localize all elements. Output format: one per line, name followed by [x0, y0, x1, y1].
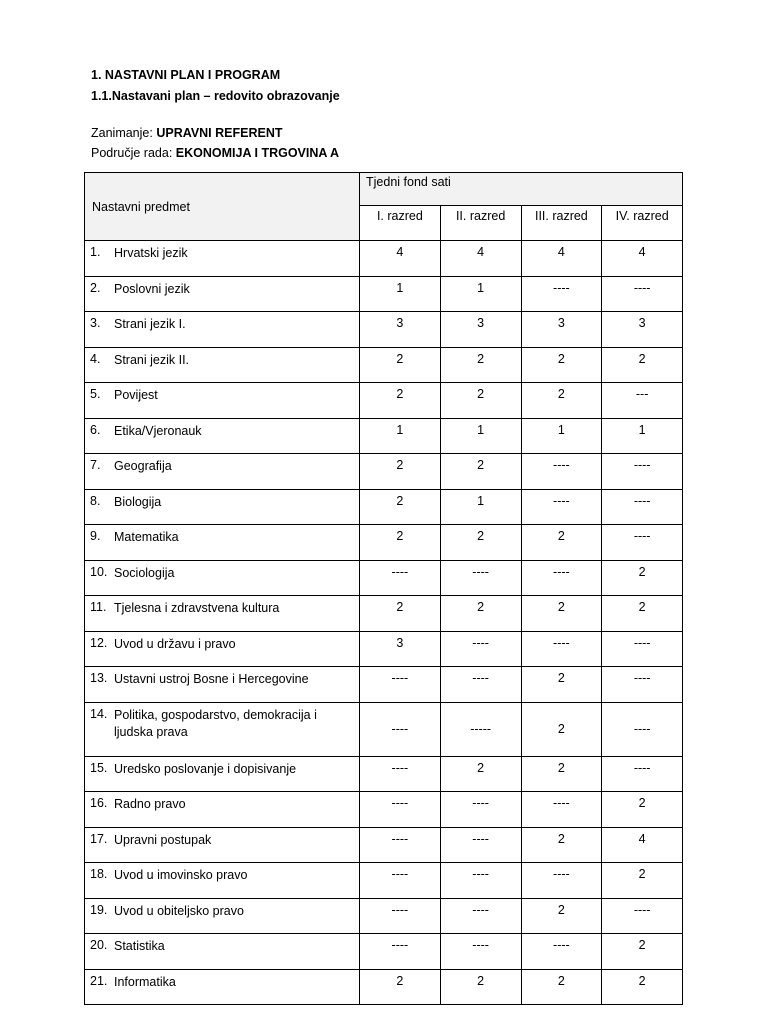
- hours-cell-grade-1: ----: [360, 792, 441, 828]
- table-row: [85, 756, 683, 792]
- hours-cell-grade-3: 2: [521, 525, 602, 561]
- hours-cell-grade-3: 4: [521, 241, 602, 277]
- hours-cell-grade-4: ----: [602, 631, 683, 667]
- hours-cell-grade-3: 1: [521, 418, 602, 454]
- subject-name: Strani jezik II.: [114, 352, 190, 367]
- subject-cell: [85, 454, 360, 490]
- hours-cell-grade-2: ----: [440, 898, 521, 934]
- subject-name: Radno pravo: [114, 797, 186, 811]
- hours-cell-grade-2: -----: [440, 702, 521, 756]
- table-row: [85, 489, 683, 525]
- hours-cell-grade-4: ----: [602, 898, 683, 934]
- table-row: [85, 347, 683, 383]
- subject-name: Sociologija: [114, 565, 175, 580]
- hours-cell-grade-2: 2: [440, 383, 521, 419]
- hours-cell-grade-1: ----: [360, 827, 441, 863]
- subject-name: Matematika: [114, 530, 179, 544]
- subject-name: Statistika: [114, 939, 165, 953]
- subject-name: Uvod u državu i pravo: [114, 636, 236, 651]
- subject-cell: [85, 863, 360, 899]
- hours-cell-grade-1: 4: [360, 241, 441, 277]
- row-number: 8.: [90, 493, 101, 508]
- hours-cell-grade-1: 3: [360, 631, 441, 667]
- subject-name: Tjelesna i zdravstvena kultura: [114, 601, 280, 615]
- row-number: 14.: [90, 706, 108, 721]
- hours-cell-grade-1: 2: [360, 454, 441, 490]
- subject-cell: [85, 702, 360, 756]
- table-row: [85, 418, 683, 454]
- table-row: [85, 276, 683, 312]
- subject-cell: [85, 347, 360, 383]
- hours-cell-grade-1: ----: [360, 560, 441, 596]
- row-number: 15.: [90, 760, 108, 775]
- table-row: [85, 827, 683, 863]
- row-number: 13.: [90, 671, 108, 685]
- hours-cell-grade-2: 2: [440, 596, 521, 632]
- hours-cell-grade-1: 2: [360, 596, 441, 632]
- hours-cell-grade-2: 2: [440, 525, 521, 561]
- row-number: 19.: [90, 902, 108, 917]
- table-row: [85, 702, 683, 756]
- table-row: [85, 241, 683, 277]
- hours-cell-grade-4: 2: [602, 792, 683, 828]
- hours-cell-grade-2: ----: [440, 667, 521, 703]
- subject-cell: [85, 312, 360, 348]
- row-number: 1.: [90, 245, 101, 259]
- hours-cell-grade-1: ----: [360, 702, 441, 756]
- hours-cell-grade-3: ----: [521, 489, 602, 525]
- subject-name: Upravni postupak: [114, 832, 212, 847]
- hours-cell-grade-3: 2: [521, 969, 602, 1005]
- hours-cell-grade-4: ----: [602, 489, 683, 525]
- hours-cell-grade-3: 2: [521, 702, 602, 756]
- hours-cell-grade-2: 1: [440, 418, 521, 454]
- subject-name: Etika/Vjeronauk: [114, 423, 202, 438]
- subject-cell: [85, 489, 360, 525]
- subject-name: Politika, gospodarstvo, demokracija i ljudska prava: [114, 707, 317, 739]
- hours-cell-grade-3: ----: [521, 792, 602, 828]
- table-row: [85, 454, 683, 490]
- subject-name: Povijest: [114, 388, 158, 402]
- area-label: Područje rada:: [91, 146, 173, 160]
- row-number: 9.: [90, 529, 101, 543]
- hours-cell-grade-1: ----: [360, 898, 441, 934]
- hours-cell-grade-3: 2: [521, 347, 602, 383]
- table-row: [85, 383, 683, 419]
- subject-name: Strani jezik I.: [114, 317, 186, 331]
- row-number: 7.: [90, 458, 101, 472]
- curriculum-table: [84, 172, 683, 1005]
- hours-cell-grade-3: ----: [521, 863, 602, 899]
- grade-header-3: III. razred: [521, 206, 602, 241]
- occupation-label: Zanimanje:: [91, 126, 153, 140]
- hours-cell-grade-4: 2: [602, 347, 683, 383]
- hours-cell-grade-4: ----: [602, 667, 683, 703]
- hours-cell-grade-4: 2: [602, 596, 683, 632]
- hours-cell-grade-1: 3: [360, 312, 441, 348]
- hours-cell-grade-1: 2: [360, 525, 441, 561]
- hours-cell-grade-4: 2: [602, 863, 683, 899]
- hours-cell-grade-4: 3: [602, 312, 683, 348]
- hours-cell-grade-3: ----: [521, 560, 602, 596]
- table-row: [85, 898, 683, 934]
- subject-cell: [85, 560, 360, 596]
- occupation-value: UPRAVNI REFERENT: [156, 126, 283, 140]
- hours-cell-grade-1: 2: [360, 969, 441, 1005]
- row-number: 17.: [90, 831, 108, 846]
- row-number: 16.: [90, 796, 108, 810]
- subject-cell: [85, 756, 360, 792]
- hours-cell-grade-3: 2: [521, 756, 602, 792]
- area-line: [91, 146, 339, 160]
- subject-name: Informatika: [114, 974, 176, 989]
- hours-cell-grade-2: ----: [440, 934, 521, 970]
- table-row: [85, 560, 683, 596]
- hours-cell-grade-3: ----: [521, 454, 602, 490]
- row-number: 3.: [90, 316, 101, 330]
- grade-header-4: IV. razred: [602, 206, 683, 241]
- hours-cell-grade-4: ----: [602, 525, 683, 561]
- row-number: 20.: [90, 938, 108, 952]
- subject-cell: [85, 969, 360, 1005]
- grade-header-2: II. razred: [440, 206, 521, 241]
- hours-cell-grade-3: ----: [521, 934, 602, 970]
- hours-cell-grade-1: ----: [360, 934, 441, 970]
- hours-cell-grade-4: 2: [602, 560, 683, 596]
- subsection-heading: 1.1.Nastavani plan – redovito obrazovanje: [91, 89, 340, 103]
- hours-cell-grade-3: ----: [521, 276, 602, 312]
- hours-cell-grade-2: 1: [440, 489, 521, 525]
- table-row: [85, 969, 683, 1005]
- hours-cell-grade-3: ----: [521, 631, 602, 667]
- hours-cell-grade-4: 2: [602, 934, 683, 970]
- row-number: 10.: [90, 564, 108, 579]
- table-row: [85, 863, 683, 899]
- hours-cell-grade-3: 2: [521, 667, 602, 703]
- table-row: [85, 667, 683, 703]
- section-heading: 1. NASTAVNI PLAN I PROGRAM: [91, 68, 281, 82]
- hours-cell-grade-2: 2: [440, 454, 521, 490]
- hours-cell-grade-1: ----: [360, 863, 441, 899]
- area-value: EKONOMIJA I TRGOVINA A: [175, 146, 339, 160]
- hours-cell-grade-2: ----: [440, 863, 521, 899]
- subject-cell: [85, 383, 360, 419]
- hours-cell-grade-3: 2: [521, 596, 602, 632]
- hours-cell-grade-2: 1: [440, 276, 521, 312]
- subject-cell: [85, 827, 360, 863]
- hours-cell-grade-1: 2: [360, 489, 441, 525]
- row-number: 6.: [90, 422, 101, 437]
- row-number: 18.: [90, 867, 108, 881]
- table-row: [85, 525, 683, 561]
- hours-cell-grade-3: 2: [521, 898, 602, 934]
- hours-cell-grade-1: ----: [360, 667, 441, 703]
- subject-name: Biologija: [114, 494, 162, 509]
- hours-cell-grade-2: 4: [440, 241, 521, 277]
- subject-name: Geografija: [114, 459, 172, 473]
- subject-cell: [85, 418, 360, 454]
- hours-cell-grade-2: 2: [440, 756, 521, 792]
- table-row: [85, 631, 683, 667]
- row-number: 21.: [90, 973, 108, 988]
- subject-column-header: Nastavni predmet: [85, 173, 360, 241]
- hours-cell-grade-4: 2: [602, 969, 683, 1005]
- hours-cell-grade-2: ----: [440, 631, 521, 667]
- row-number: 5.: [90, 387, 101, 401]
- hours-cell-grade-4: ----: [602, 702, 683, 756]
- hours-cell-grade-4: ----: [602, 454, 683, 490]
- hours-cell-grade-2: ----: [440, 792, 521, 828]
- row-number: 2.: [90, 280, 101, 295]
- grade-header-1: I. razred: [360, 206, 441, 241]
- hours-cell-grade-4: ---: [602, 383, 683, 419]
- subject-name: Hrvatski jezik: [114, 246, 188, 260]
- hours-cell-grade-2: 2: [440, 969, 521, 1005]
- hours-cell-grade-2: 2: [440, 347, 521, 383]
- hours-cell-grade-4: 4: [602, 827, 683, 863]
- hours-cell-grade-3: 2: [521, 827, 602, 863]
- row-number: 12.: [90, 635, 108, 650]
- hours-cell-grade-1: 2: [360, 347, 441, 383]
- subject-name: Uvod u imovinsko pravo: [114, 868, 248, 882]
- weekly-hours-header: Tjedni fond sati: [360, 173, 683, 206]
- subject-cell: [85, 898, 360, 934]
- subject-cell: [85, 525, 360, 561]
- table-row: [85, 596, 683, 632]
- subject-name: Uredsko poslovanje i dopisivanje: [114, 761, 297, 776]
- row-number: 4.: [90, 351, 101, 366]
- subject-cell: [85, 934, 360, 970]
- occupation-line: [91, 126, 283, 140]
- subject-cell: [85, 667, 360, 703]
- table-row: [85, 934, 683, 970]
- hours-cell-grade-4: ----: [602, 276, 683, 312]
- hours-cell-grade-2: 3: [440, 312, 521, 348]
- table-row: [85, 312, 683, 348]
- subject-cell: [85, 792, 360, 828]
- subject-name: Ustavni ustroj Bosne i Hercegovine: [114, 672, 309, 686]
- row-number: 11.: [90, 600, 107, 614]
- hours-cell-grade-4: 1: [602, 418, 683, 454]
- hours-cell-grade-1: 1: [360, 276, 441, 312]
- table-row: [85, 792, 683, 828]
- hours-cell-grade-1: ----: [360, 756, 441, 792]
- subject-cell: [85, 276, 360, 312]
- subject-cell: [85, 241, 360, 277]
- hours-cell-grade-1: 1: [360, 418, 441, 454]
- hours-cell-grade-2: ----: [440, 827, 521, 863]
- subject-name: Uvod u obiteljsko pravo: [114, 903, 244, 918]
- hours-cell-grade-1: 2: [360, 383, 441, 419]
- hours-cell-grade-4: ----: [602, 756, 683, 792]
- subject-name: Poslovni jezik: [114, 281, 190, 296]
- subject-cell: [85, 596, 360, 632]
- hours-cell-grade-4: 4: [602, 241, 683, 277]
- subject-cell: [85, 631, 360, 667]
- hours-cell-grade-3: 2: [521, 383, 602, 419]
- hours-cell-grade-3: 3: [521, 312, 602, 348]
- hours-cell-grade-2: ----: [440, 560, 521, 596]
